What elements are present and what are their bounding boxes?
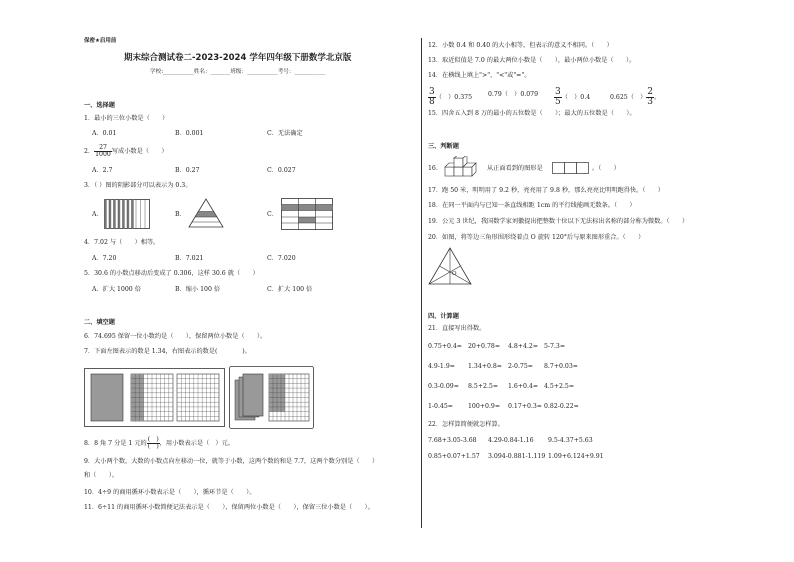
question-4: 4．7.02 与（ ）相等。 [84, 239, 160, 246]
question-14: 14．在横线上填上">"、"<"或"="。 [428, 72, 531, 79]
question-15: 15．四舍五入到 8 万的最小的五位数是（ ）；最大的五位数是（ ）。 [428, 110, 636, 117]
q3-figure-b [188, 198, 224, 228]
question-20: 20．如图，将等边三角形围形绕着点 O 旋转 120°后与原来图形重合。（ ） [428, 234, 645, 241]
q21-row-3: 0.3-0.09= 8.5+2.5= 1.6+0.4= 4.5+2.5= [428, 383, 575, 390]
q1-option-c: C．无法确定 [267, 130, 303, 137]
q20-triangle-figure [428, 247, 472, 285]
q14-item-3: $\frac{3}{5}$ （ ）0.4 [555, 87, 591, 107]
q3-label-c: C． [267, 211, 278, 218]
student-info-fields: 学校:___________姓名：_______班级：___________考号：___________ [150, 69, 326, 75]
q5-option-c: C．扩大 100 倍 [267, 286, 313, 293]
q1-option-b: B．0.001 [175, 130, 204, 137]
question-3: 3．（ ）图的阴影部分可以表示为 0.3。 [84, 182, 192, 189]
q14-item-1: $\frac{3}{8}$ （ ）0.375 [429, 87, 473, 107]
q3-label-b: B． [175, 211, 186, 218]
q16-cube-figure [443, 156, 483, 178]
section-heading-fill: 二、填空题 [84, 319, 115, 326]
q2-option-b: B．0.27 [175, 167, 200, 174]
q21-row-2: 4.9-1.9= 1.34+0.8= 2-0.75= 8.7+0.03= [428, 363, 578, 370]
q5-option-a: A．扩大 1000 倍 [92, 286, 141, 293]
q16-text: 从正面看到的图形是 [487, 165, 543, 172]
q16-end: 。（ ） [592, 165, 620, 172]
q14-item-2: 0.79（ ）0.079 [488, 91, 539, 98]
question-10: 10．4÷9 的商用循环小数表示是（ ），循环节是（ ）。 [84, 489, 256, 496]
question-22: 22．怎样算简便就怎样算。 [428, 421, 504, 428]
q2-option-a: A．2.7 [92, 167, 113, 174]
question-19: 19．公元 3 世纪，我国数学家刘徽提出把整数十位以下无法标出名称的部分称为微数。（ ） [428, 218, 689, 225]
question-6: 6．74.695 保留一位小数约是（ ），保留两位小数是（ ）。 [84, 333, 267, 340]
q5-option-b: B．缩小 100 倍 [175, 286, 221, 293]
question-1: 1．最小的三位小数是（ ） [84, 115, 169, 122]
question-8: 8．8 角 7 分是 1 元的 $\frac{( )}{( )}$ ，用小数表示是（ ）元。 [84, 436, 234, 451]
secret-label: 保密★启用前 [84, 38, 117, 44]
question-2: 2． $\frac{27}{1000}$ 写成小数是（ ） [84, 144, 168, 159]
question-5: 5．30.6 的小数点移动后变成了 0.306，这样 30.6 就（ ） [84, 270, 259, 277]
q22-row-1: 7.68+3.05-3.68 4.29-0.84-1.16 9.5-4.37+5.63 [428, 437, 593, 444]
section-heading-choice: 一、选择题 [84, 102, 115, 109]
column-divider [421, 38, 422, 528]
q7-grid-figures [84, 366, 314, 430]
question-7: 7．下面左图表示的数是 1.34，右图表示的数是( )。 [84, 348, 251, 355]
question-16: 16． [428, 165, 443, 172]
question-9-cont: 和（ ）。 [84, 472, 119, 479]
q22-row-2: 0.85+0.07+1.57 3.094-0.881-1.119 1.09+6.124+9.91 [428, 453, 604, 460]
question-17: 17．跑 50 米，明明用了 9.2 秒，亮亮用了 9.8 秒，那么亮亮比明明跑得快。（ ） [428, 187, 664, 194]
q20-point-o-label: O [452, 271, 457, 277]
question-11: 11．6÷11 的商用循环小数简便记法表示是（ ），保留两位小数是（ ），保留三位小数是（ ）。 [84, 504, 374, 511]
section-heading-calc: 四、计算题 [428, 313, 459, 320]
question-9: 9．大小两个数，大数的小数点向左移动一位，就等于小数，这两个数的和是 7.7，这两个数分别是（ ） [84, 458, 379, 465]
q16-answer-figure [552, 162, 590, 174]
q1-option-a: A．0.01 [92, 130, 117, 137]
q14-item-4: 0.625（ ） $\frac{2}{3}$ 。 [610, 87, 661, 107]
question-18: 18．在同一平面内与已知一条直线相距 1cm 的平行线能画无数条。（ ） [428, 202, 636, 209]
question-13: 13．取近似值是 7.0 的最大两位小数是（ ），最小两位小数是（ ）。 [428, 57, 636, 64]
q3-label-a: A． [92, 211, 103, 218]
page-title: 期末综合测试卷二-2023-2024 学年四年级下册数学北京版 [124, 53, 352, 63]
section-heading-judge: 三、判断题 [428, 143, 459, 150]
q3-figure-c [281, 198, 333, 230]
q21-row-1: 0.75+0.4= 20+0.78= 4.8+4.2= 5-7.3= [428, 343, 566, 350]
q4-option-a: A．7.20 [92, 255, 117, 262]
q4-option-b: B．7.021 [175, 255, 204, 262]
q4-option-c: C．7.020 [267, 255, 296, 262]
question-21: 21．直接写出得数。 [428, 325, 486, 332]
q2-option-c: C．0.027 [267, 167, 296, 174]
q3-figure-a [104, 199, 150, 229]
q21-row-4: 1-0.45= 100+0.9= 0.17+0.3= 0.82-0.22= [428, 403, 579, 410]
question-12: 12．小数 0.4 和 0.40 的大小相等，但表示的意义不相同。（ ） [428, 42, 613, 49]
